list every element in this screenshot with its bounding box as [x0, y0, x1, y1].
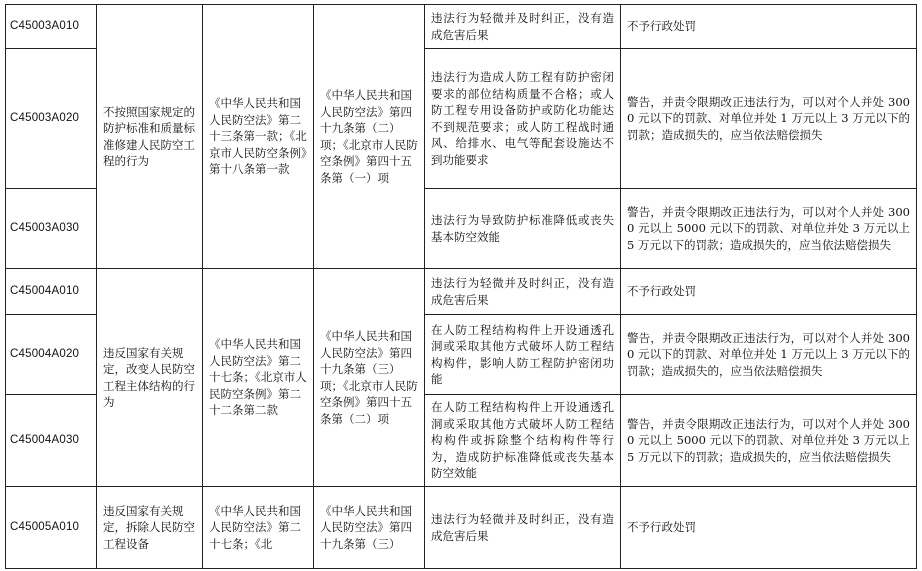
table-row [6, 269, 917, 315]
violation-code: C45003A020 [6, 49, 97, 189]
violation-behavior: 违反国家有关规定，改变人民防空工程主体结构的行为 [97, 269, 203, 487]
violation-situation: 违法行为轻微并及时纠正，没有造成危害后果 [425, 269, 621, 315]
violation-code: C45003A010 [6, 5, 97, 49]
violation-situation: 违法行为造成人防工程有防护密闭要求的部位结构质量不合格；或人防工程专用设备防护或防化功能达不到规范要求；或人防工程战时通风、给排水、电气等配套设施达不到功能要求 [425, 49, 621, 189]
penalty-standard: 警告，并责令限期改正违法行为，可以对个人并处 3000 元以上 5000 元以下的罚款、对单位并处 3 万元以上 5 万元以下的罚款；造成损失的，应当依法赔偿损失 [621, 189, 917, 269]
penalty-standard: 警告，并责令限期改正违法行为，可以对个人并处 3000 元以下的罚款、对单位并处 1 万元以上 3 万元以下的罚款；造成损失的，应当依法赔偿损失 [621, 315, 917, 395]
legal-basis: 《中华人民共和国人民防空法》第二十七条；《北 [203, 487, 314, 569]
violation-code: C45005A010 [6, 487, 97, 569]
penalty-standard: 警告，并责令限期改正违法行为，可以对个人并处 3000 元以下的罚款、对单位并处 1 万元以上 3 万元以下的罚款；造成损失的，应当依法赔偿损失 [621, 49, 917, 189]
penalty-standard: 不予行政处罚 [621, 5, 917, 49]
table-row [6, 487, 917, 569]
violation-situation: 违法行为轻微并及时纠正，没有造成危害后果 [425, 487, 621, 569]
penalty-standard: 不予行政处罚 [621, 487, 917, 569]
violation-behavior: 不按照国家规定的防护标准和质量标准修建人民防空工程的行为 [97, 5, 203, 269]
penalty-basis: 《中华人民共和国人民防空法》第四十九条第（三）项；《北京市人民防空条例》第四十五条第（二）项 [314, 269, 425, 487]
violation-situation: 在人防工程结构构件上开设通透孔洞或采取其他方式破坏人防工程结构构件或拆除整个结构构件等行为，造成防护标准降低或丧失基本防空效能 [425, 395, 621, 487]
legal-basis: 《中华人民共和国人民防空法》第二十七条；《北京市人民防空条例》第二十二条第二款 [203, 269, 314, 487]
penalty-standard: 警告，并责令限期改正违法行为，可以对个人并处 3000 元以上 5000 元以下的罚款、对单位并处 3 万元以上 5 万元以下的罚款；造成损失的，应当依法赔偿损失 [621, 395, 917, 487]
penalty-basis: 《中华人民共和国人民防空法》第四十九条第（三） [314, 487, 425, 569]
table-row [6, 5, 917, 49]
violation-code: C45004A030 [6, 395, 97, 487]
violation-code: C45004A020 [6, 315, 97, 395]
penalty-standard: 不予行政处罚 [621, 269, 917, 315]
violation-code: C45003A030 [6, 189, 97, 269]
violation-situation: 在人防工程结构构件上开设通透孔洞或采取其他方式破坏人防工程结构构件，影响人防工程防护密闭功能 [425, 315, 621, 395]
penalty-basis: 《中华人民共和国人民防空法》第四十九条第（二）项；《北京市人民防空条例》第四十五条第（一）项 [314, 5, 425, 269]
violation-situation: 违法行为导致防护标准降低或丧失基本防空效能 [425, 189, 621, 269]
legal-basis: 《中华人民共和国人民防空法》第二十三条第一款；《北京市人民防空条例》第十八条第一款 [203, 5, 314, 269]
violation-code: C45004A010 [6, 269, 97, 315]
violation-situation: 违法行为轻微并及时纠正，没有造成危害后果 [425, 5, 621, 49]
penalty-standard-table [5, 4, 917, 569]
violation-behavior: 违反国家有关规定，拆除人民防空工程设备 [97, 487, 203, 569]
